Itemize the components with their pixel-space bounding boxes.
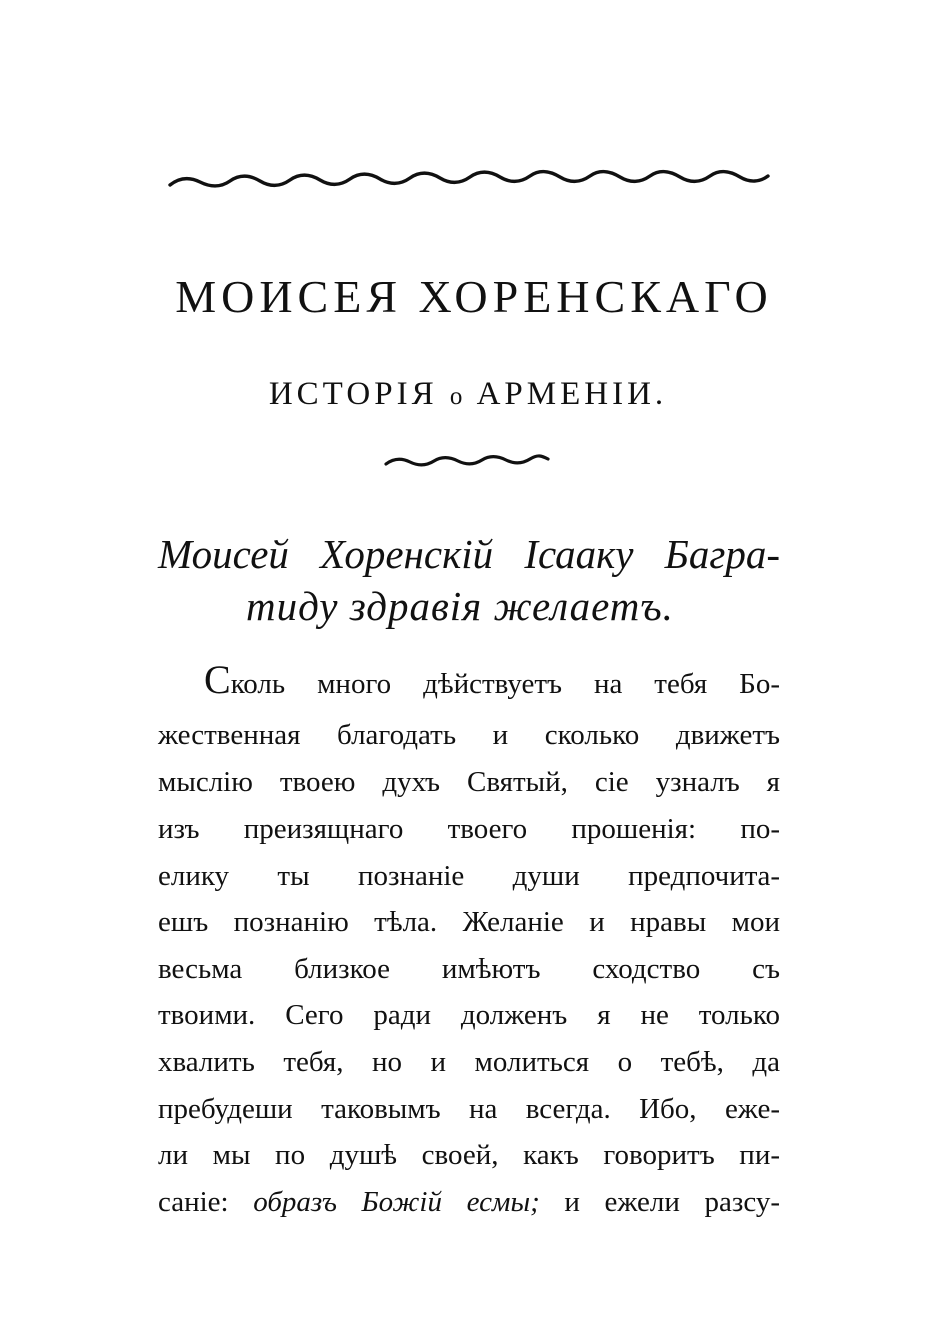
body-text-line [158,1179,780,1226]
body-text-line-rest: коль много дѣйствуетъ на тебя Бо- [230,668,780,700]
body-text-line [204,657,780,707]
ornament-rule-middle [384,452,550,470]
heading-word: Багра- [664,531,780,577]
body-text-line: жественная благодать и сколько движетъ [158,719,780,751]
drop-cap: С [204,657,231,702]
page-title: МОИСЕЯ ХОРЕНСКАГО [175,271,773,322]
body-text-line: ли мы по душѣ своей, какъ говоритъ пи- [158,1139,780,1171]
body-text-line: твоими. Сего ради долженъ я не только [158,999,780,1031]
subtitle-part-preposition: о [449,383,465,410]
letter-heading-line-2: тиду здравія желаетъ. [246,583,674,629]
body-text-line: мыслію твоею духъ Святый, сіе узналъ я [158,766,780,798]
letter-heading-line-1 [158,528,780,580]
ornament-rule-top [168,168,770,194]
heading-word: Хоренскій [320,531,494,577]
page-subtitle [0,376,936,413]
subtitle-part-armenia: АРМЕНІИ. [476,376,668,412]
heading-word: Моисей [158,531,289,577]
body-text-segment: саніе: [158,1186,229,1218]
subtitle-part-history: ИСТОРІЯ [268,376,438,412]
body-text-line: весьма близкое имѣютъ сходство съ [158,953,780,985]
body-text-line: пребудеши таковымъ на всегда. Ибо, еже- [158,1093,780,1125]
body-text-line: хвалить тебя, но и молиться о тебѣ, да [158,1046,780,1078]
body-text-line: изъ преизящнаго твоего прошенія: по- [158,813,780,845]
heading-word: Ісааку [524,531,634,577]
body-text-line: елику ты познаніе души предпочитa- [158,860,780,892]
body-text-segment: и ежели разсу- [564,1186,780,1218]
body-text-italic-quote: образъ Божій есмы; [253,1186,540,1218]
body-text-line: ешъ познанію тѣла. Желаніе и нравы мои [158,906,780,938]
